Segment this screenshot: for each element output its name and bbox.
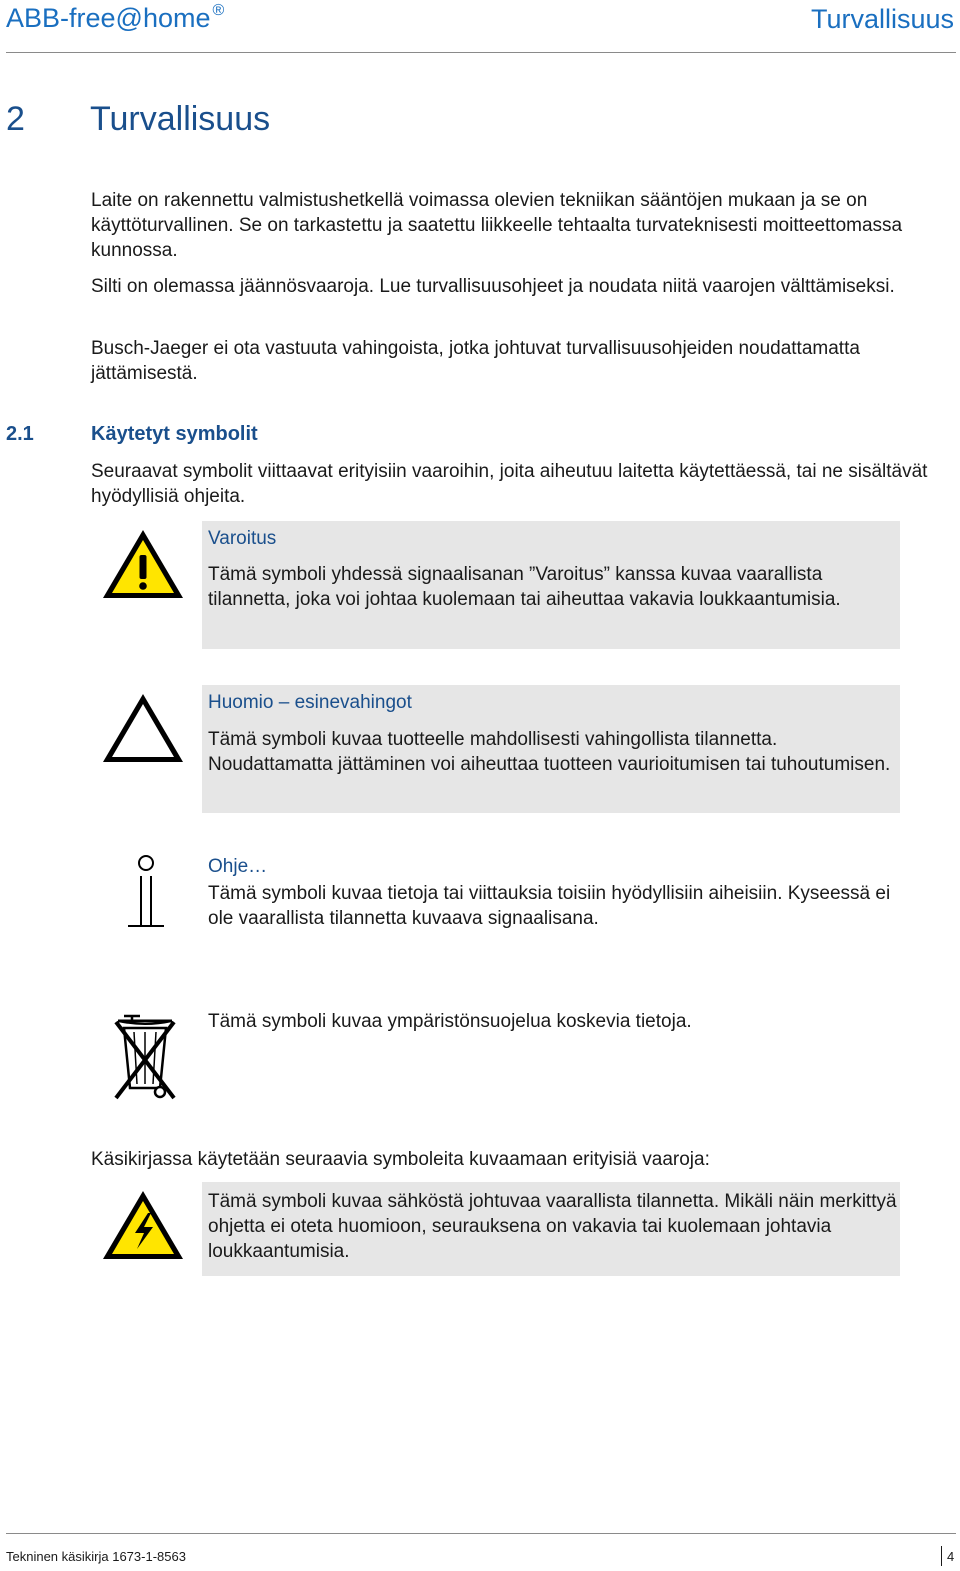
- caution-text: Tämä symboli kuvaa tuotteelle mahdollisesti vahingollista tilannetta. Noudattamatta jättäminen voi aiheuttaa tuotteen vaurioitumisen tai tuhoutumisen.: [208, 729, 891, 775]
- section-title: Käytetyt symbolit: [91, 423, 258, 445]
- caution-title: Huomio – esinevahingot: [208, 692, 412, 713]
- warning-box: [202, 521, 900, 649]
- header-divider: [6, 52, 956, 53]
- warning-title: Varoitus: [208, 528, 277, 549]
- chapter-number: 2: [6, 100, 25, 138]
- header-section: Turvallisuus: [810, 4, 954, 34]
- header-product-name: ABB-free@home: [6, 3, 211, 33]
- page-number: 4: [947, 1549, 955, 1564]
- electric-text: Tämä symboli kuvaa sähköstä johtuvaa vaarallista tilannetta. Mikäli näin merkittyä ohjetta ei oteta huomioon, seurauksena on vakavia tai kuolemaan johtavia loukkaantumisia.: [208, 1191, 897, 1262]
- info-text: Tämä symboli kuvaa tietoja tai viittauksia toisiin hyödyllisiin aiheisiin. Kyseessä ei ole vaarallista tilannetta kuvaava signaalisana.: [208, 883, 891, 929]
- footer-separator: [941, 1546, 942, 1566]
- section-number: 2.1: [6, 423, 34, 445]
- environment-text: Tämä symboli kuvaa ympäristönsuojelua koskevia tietoja.: [208, 1011, 692, 1032]
- info-i-icon: [124, 854, 168, 930]
- warning-triangle-yellow-icon: [99, 526, 187, 602]
- manual-symbols-intro: Käsikirjassa käytetään seuraavia symboleita kuvaamaan erityisiä vaaroja:: [91, 1149, 710, 1170]
- crossed-bin-icon: [110, 1012, 180, 1102]
- chapter-title: Turvallisuus: [90, 100, 271, 138]
- warning-text: Tämä symboli yhdessä signaalisanan ”Varoitus” kanssa kuvaa vaarallista tilannetta, joka voi johtaa kuolemaan tai aiheuttaa vakavia loukkaantumisia.: [208, 564, 841, 610]
- section-intro: Seuraavat symbolit viittaavat erityisiin vaaroihin, joita aiheutuu laitetta käytettäessä, tai ne sisältävät hyödyllisiä ohjeita.: [91, 461, 928, 507]
- info-title: Ohje…: [208, 856, 268, 877]
- intro-paragraph-3: Busch-Jaeger ei ota vastuuta vahingoista, jotka johtuvat turvallisuusohjeiden noudattamatta jättämisestä.: [91, 338, 860, 384]
- caution-triangle-icon: [99, 690, 187, 766]
- registered-mark: ®: [212, 2, 225, 19]
- intro-paragraph-1: Laite on rakennettu valmistushetkellä voimassa olevien tekniikan sääntöjen mukaan ja se on käyttöturvallinen. Se on tarkastettu ja saatettu liikkeelle tehtaalta turvateknisesti moitteettomassa kunnossa.: [91, 190, 903, 261]
- header-product: [6, 2, 224, 34]
- electric-box: [202, 1182, 900, 1276]
- footer-manual: Tekninen käsikirja 1673-1-8563: [6, 1549, 186, 1564]
- footer-divider: [6, 1533, 956, 1534]
- intro-paragraph-2: Silti on olemassa jäännösvaaroja. Lue turvallisuusohjeet ja noudata niitä vaarojen välttämiseksi.: [91, 276, 895, 297]
- electric-hazard-icon: [99, 1187, 187, 1263]
- caution-box: [202, 685, 900, 813]
